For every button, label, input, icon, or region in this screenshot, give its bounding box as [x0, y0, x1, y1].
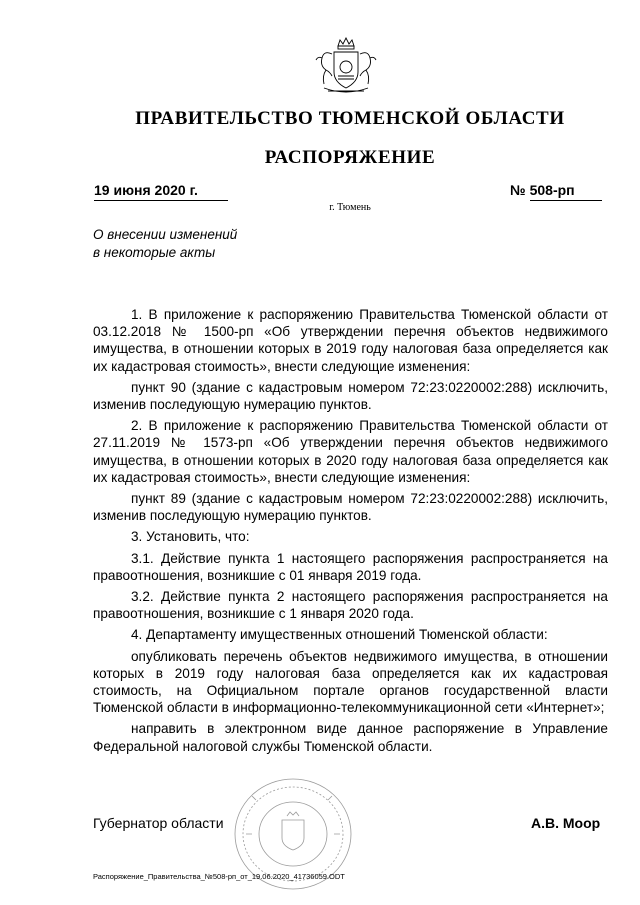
- body-paragraph: 3.1. Действие пункта 1 настоящего распоряжения распространяется на правоотношения, возникшие с 01 января 2019 года.: [93, 550, 608, 583]
- government-title: ПРАВИТЕЛЬСТВО ТЮМЕНСКОЙ ОБЛАСТИ: [135, 108, 565, 129]
- body-paragraph: пункт 90 (здание с кадастровым номером 72:23:0220002:288) исключить, изменив последующую нумерацию пунктов.: [93, 379, 608, 413]
- signatory-title: Губернатор области: [93, 815, 224, 831]
- signatory-name: А.В. Моор: [531, 815, 601, 831]
- body-paragraph: 3.2. Действие пункта 2 настоящего распоряжения распространяется на правоотношения, возникшие с 1 января 2020 года.: [93, 589, 608, 622]
- document-number: [510, 182, 610, 200]
- document-subject: [93, 226, 313, 262]
- document-type-heading: РАСПОРЯЖЕНИЕ: [264, 147, 436, 168]
- footer-file-name: Распоряжение_Правительства_№508-рп_от_19.06.2020_41736059.ODT: [93, 872, 345, 881]
- subject-line: О внесении изменений: [93, 227, 238, 242]
- tyumen-coat-of-arms-icon: [310, 36, 382, 98]
- body-paragraph: 3. Установить, что:: [131, 529, 250, 545]
- body-paragraph: пункт 89 (здание с кадастровым номером 72:23:0220002:288) исключить, изменив последующую нумерацию пунктов.: [93, 491, 608, 524]
- body-paragraph: опубликовать перечень объектов недвижимого имущества, в отношении которых в 2019 году налоговая база определяется как их кадастровая стоимость, на Официальном портале органов государственной власти Тюменской области в информационно-телекоммуникационной сети «Интернет»;: [93, 648, 608, 716]
- body-paragraph: 4. Департаменту имущественных отношений Тюменской области:: [131, 627, 548, 643]
- document-city: г. Тюмень: [329, 202, 371, 213]
- document-date: 19 июня 2020 г.: [94, 182, 228, 201]
- body-paragraph: 2. В приложение к распоряжению Правительства Тюменской области от 27.11.2019 № 1573-рп «Об утверждении перечня объектов недвижимого имущества, в отношении которых в 2020 году налоговая база определяется как их кадастровая стоимость», внести следующие изменения:: [93, 418, 608, 485]
- body-paragraph: 1. В приложение к распоряжению Правительства Тюменской области от 03.12.2018 № 1500-рп «Об утверждении перечня объектов недвижимого имущества, в отношении которых в 2019 году налоговая база определяется как их кадастровая стоимость», внести следующие изменения:: [93, 307, 608, 374]
- number-value: 508-рп: [530, 182, 602, 201]
- subject-line: в некоторые акты: [93, 245, 216, 260]
- document-body: [93, 306, 608, 759]
- number-sign: №: [510, 182, 526, 198]
- body-paragraph: направить в электронном виде данное распоряжение в Управление Федеральной налоговой службы Тюменской области.: [93, 721, 608, 754]
